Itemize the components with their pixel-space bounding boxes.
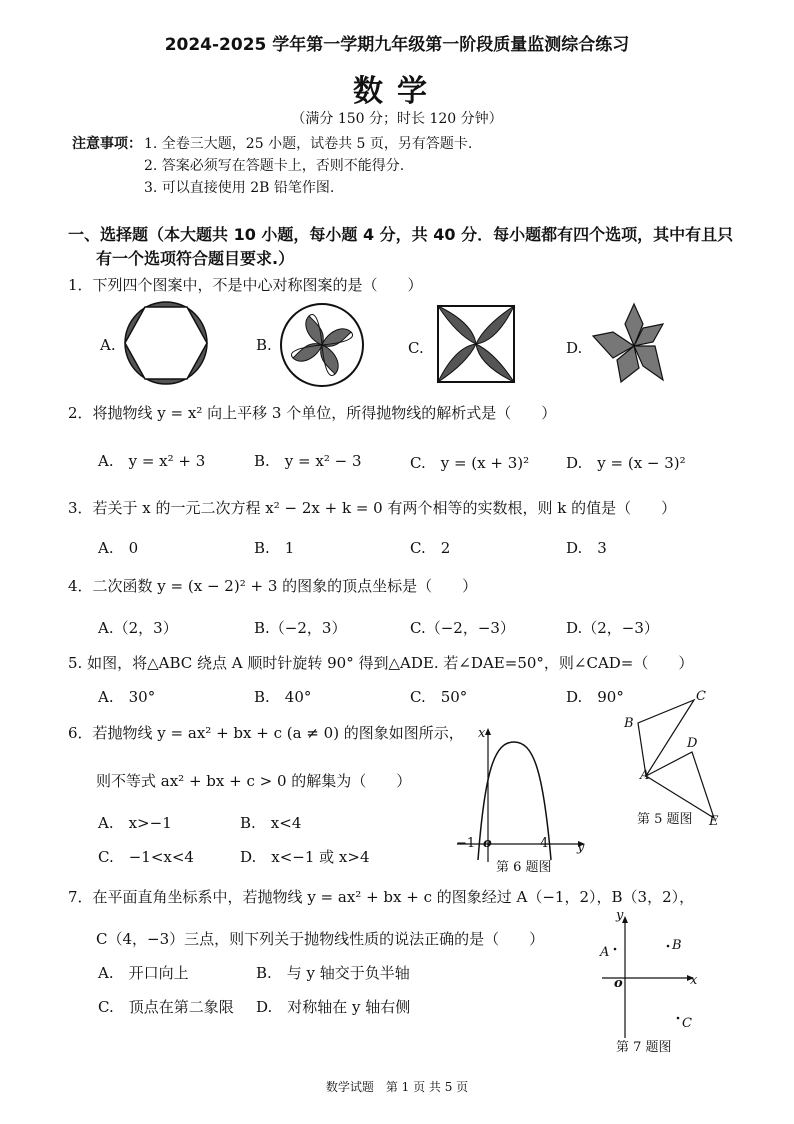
fig5-label-c: C — [696, 689, 706, 704]
question-1-stem: 1．下列四个图案中，不是中心对称图案的是（ ） — [68, 276, 423, 294]
note-item: 3. 可以直接使用 2B 铅笔作图. — [144, 180, 335, 196]
question-2-stem: 2．将抛物线 y = x² 向上平移 3 个单位，所得抛物线的解析式是（ ） — [68, 404, 557, 422]
fig7-axis-label-y: y — [616, 908, 624, 923]
q7-option-d: D. 对称轴在 y 轴右侧 — [256, 998, 411, 1016]
q1-figure-b — [279, 302, 365, 388]
fig6-tick-neg1: −1 — [456, 836, 476, 851]
fig5-caption: 第 5 题图 — [637, 812, 693, 827]
q1-option-b: B. — [256, 336, 272, 354]
q4-option-a: A.（2，3） — [98, 619, 178, 637]
q7-option-c: C. 顶点在第二象限 — [98, 998, 234, 1016]
q7-option-a: A. 开口向上 — [98, 964, 189, 982]
q1-figure-c — [437, 305, 515, 383]
q5-option-b: B. 40° — [254, 688, 312, 706]
q6-option-d: D. x<−1 或 x>4 — [240, 848, 370, 866]
fig5-label-a: A — [640, 768, 650, 783]
q6-option-a: A. x>−1 — [98, 814, 172, 832]
q1-figure-a — [123, 300, 209, 386]
q6-option-b: B. x<4 — [240, 814, 302, 832]
q5-option-c: C. 50° — [410, 688, 468, 706]
q5-option-a: A. 30° — [98, 688, 156, 706]
fig5-label-d: D — [687, 736, 698, 751]
question-5-stem: 5. 如图，将△ABC 绕点 A 顺时针旋转 90° 得到△ADE. 若∠DAE=50°，则∠CAD=（ ） — [68, 654, 694, 672]
fig6-axis-label-y: y — [577, 840, 585, 855]
q7-option-b: B. 与 y 轴交于负半轴 — [256, 964, 410, 982]
question-6-stem-cont: 则不等式 ax² + bx + c > 0 的解集为（ ） — [96, 772, 412, 790]
section-heading-cont: 有一个选项符合题目要求.） — [96, 249, 295, 268]
q6-option-c: C. −1<x<4 — [98, 848, 194, 866]
question-3-stem: 3．若关于 x 的一元二次方程 x² − 2x + k = 0 有两个相等的实数根，则 k 的值是（ ） — [68, 499, 677, 517]
q3-option-a: A. 0 — [98, 539, 139, 557]
fig7-point-a: A — [600, 945, 610, 960]
q4-option-b: B.（−2，3） — [254, 619, 347, 637]
fig6-axis-label-x: x — [478, 726, 486, 741]
section-heading: 一、选择题（本大题共 10 小题，每小题 4 分，共 40 分．每小题都有四个选项，其中有且只 — [68, 225, 734, 244]
fig7-axis-label-x: x — [690, 973, 698, 988]
q2-option-a: A. y = x² + 3 — [98, 452, 206, 470]
fig6-caption: 第 6 题图 — [496, 860, 552, 875]
fig7-origin: o — [614, 976, 623, 991]
fig7-caption: 第 7 题图 — [616, 1040, 672, 1055]
q5-option-d: D. 90° — [566, 688, 624, 706]
q1-figure-d — [591, 302, 677, 386]
question-4-stem: 4．二次函数 y = (x − 2)² + 3 的图象的顶点坐标是（ ） — [68, 577, 478, 595]
page-footer: 数学试题 第 1 页 共 5 页 — [325, 1080, 469, 1094]
exam-meta: （满分 150 分；时长 120 分钟） — [291, 111, 503, 127]
q2-option-d: D. y = (x − 3)² — [566, 454, 686, 472]
q1-option-c: C. — [408, 339, 424, 357]
q3-option-c: C. 2 — [410, 539, 451, 557]
fig6-origin: o — [483, 836, 492, 851]
q2-option-b: B. y = x² − 3 — [254, 452, 362, 470]
fig5-label-b: B — [624, 716, 634, 731]
q2-option-c: C. y = (x + 3)² — [410, 454, 530, 472]
note-item: 2. 答案必须写在答题卡上，否则不能得分. — [144, 158, 405, 174]
q3-option-b: B. 1 — [254, 539, 295, 557]
notes-label: 注意事项： — [72, 136, 142, 152]
fig7-point-c: C — [682, 1016, 692, 1031]
q1-option-a: A. — [100, 336, 116, 354]
fig6-tick-4: 4 — [540, 836, 549, 851]
question-7-stem-cont: C（4，−3）三点，则下列关于抛物线性质的说法正确的是（ ） — [96, 930, 545, 948]
q1-option-d: D. — [566, 339, 583, 357]
q4-option-c: C.（−2，−3） — [410, 619, 515, 637]
question-7-stem: 7．在平面直角坐标系中，若抛物线 y = ax² + bx + c 的图象经过 A（−1，2），B（3，2）， — [68, 888, 695, 906]
subject-title: 数学 — [353, 74, 441, 109]
question-6-stem: 6．若抛物线 y = ax² + bx + c (a ≠ 0) 的图象如图所示， — [68, 724, 464, 742]
note-item: 1. 全卷三大题，25 小题，试卷共 5 页，另有答题卡. — [144, 136, 473, 152]
q3-option-d: D. 3 — [566, 539, 607, 557]
q4-option-d: D.（2，−3） — [566, 619, 659, 637]
fig7-point-b: B — [672, 938, 682, 953]
fig5-label-e: E — [709, 814, 719, 829]
paper-title: 2024-2025 学年第一学期九年级第一阶段质量监测综合练习 — [164, 35, 630, 55]
